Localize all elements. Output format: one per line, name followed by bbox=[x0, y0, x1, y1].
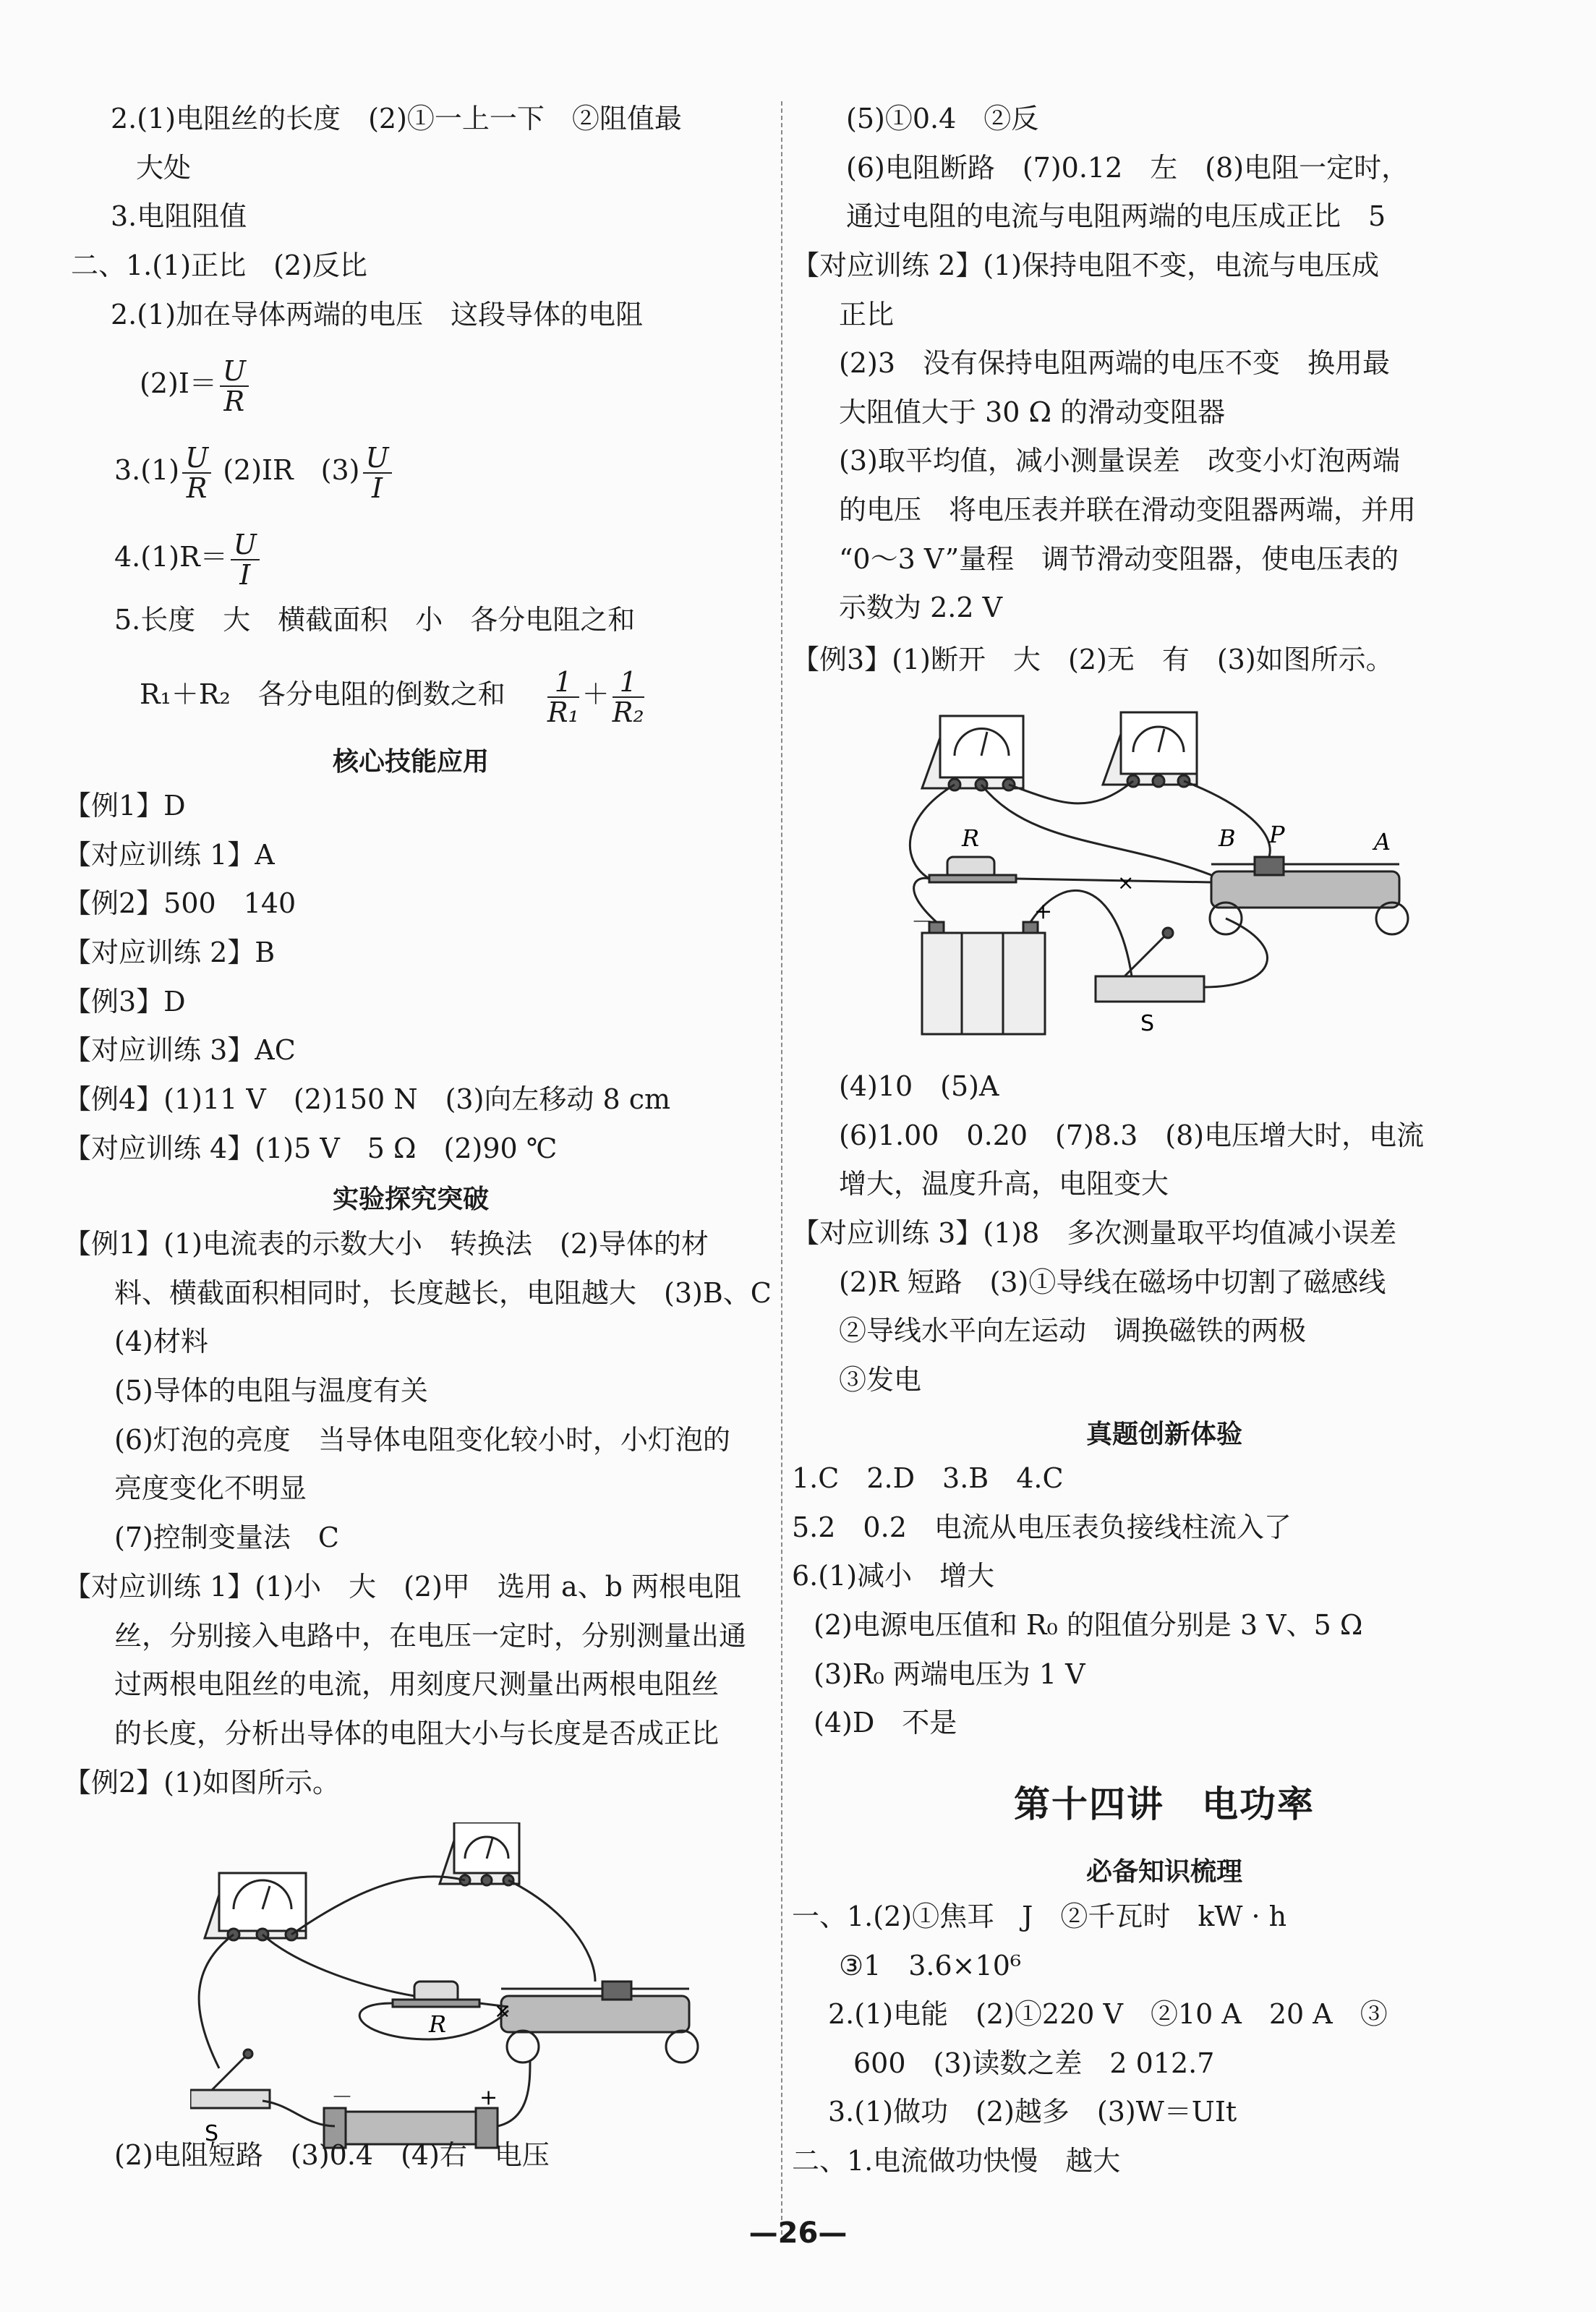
label-minus: － bbox=[331, 2085, 353, 2110]
answer-line: 的长度，分析出导体的电阻大小与长度是否成正比 bbox=[114, 1718, 720, 1749]
fraction: $\frac{U}{I}$ bbox=[231, 530, 260, 589]
answer-line: (2)电源电压值和 R₀ 的阻值分别是 3 V、5 Ω bbox=[814, 1609, 1363, 1641]
answer-line: 【对应训练 3】AC bbox=[64, 1034, 296, 1066]
answer-line: ③发电 bbox=[839, 1364, 922, 1396]
rheostat-icon bbox=[1210, 857, 1408, 934]
label-R: R bbox=[962, 824, 980, 852]
answer-line: (4)10 (5)A bbox=[839, 1070, 999, 1102]
fraction: $\frac{U}{R}$ bbox=[220, 357, 249, 416]
answer-line: 丝，分别接入电路中，在电压一定时，分别测量出通 bbox=[114, 1620, 747, 1652]
answer-line: 【对应训练 4】(1)5 V 5 Ω (2)90 ℃ bbox=[64, 1132, 558, 1164]
answer-line: 料、横截面积相同时，长度越长，电阻越大 (3)B、C bbox=[114, 1277, 772, 1309]
plus-sign: ＋ bbox=[581, 678, 610, 710]
label-P: P bbox=[1269, 821, 1285, 848]
section-heading: 真题创新体验 bbox=[1085, 1420, 1242, 1449]
answer-line: 5.2 0.2 电流从电压表负接线柱流入了 bbox=[792, 1511, 1292, 1543]
switch-icon bbox=[190, 2049, 270, 2108]
label-A: A bbox=[1374, 828, 1391, 856]
answer-line: ③1 3.6×10⁶ bbox=[839, 1950, 1022, 1982]
formula-line bbox=[140, 351, 252, 416]
answer-line: (3)取平均值，减小测量误差 改变小灯泡两端 bbox=[839, 445, 1400, 477]
ammeter-icon bbox=[205, 1873, 306, 1940]
label-S: S bbox=[1140, 1011, 1155, 1036]
label-S: S bbox=[205, 2121, 219, 2146]
formula-line bbox=[140, 658, 647, 730]
answer-line: 【例4】(1)11 V (2)150 N (3)向左移动 8 cm bbox=[64, 1083, 671, 1115]
answer-line: 【对应训练 2】(1)保持电阻不变，电流与电压成 bbox=[792, 249, 1380, 281]
label-B: B bbox=[1219, 824, 1236, 852]
answer-line: 【对应训练 1】(1)小 大 (2)甲 选用 a、b 两根电阻 bbox=[64, 1571, 742, 1603]
answer-line: 通过电阻的电流与电阻两端的电压成正比 5 bbox=[846, 200, 1386, 232]
formula-text: R₁＋R₂ 各分电阻的倒数之和 bbox=[140, 678, 505, 710]
fraction: $\frac{U}{I}$ bbox=[363, 443, 392, 503]
answer-line: (4)D 不是 bbox=[814, 1707, 957, 1739]
answer-line: 【例1】(1)电流表的示数大小 转换法 (2)导体的材 bbox=[64, 1228, 709, 1260]
answer-line: 【例2】(1)如图所示。 bbox=[64, 1767, 341, 1799]
answer-line: (2)电阻短路 (3)0.4 (4)右 电压 bbox=[114, 2139, 550, 2171]
fraction: $\frac{U}{R}$ bbox=[182, 443, 211, 503]
answer-line: (6)灯泡的亮度 当导体电阻变化较小时，小灯泡的 bbox=[114, 1424, 730, 1456]
answer-line: (2)R 短路 (3)①导线在磁场中切割了磁感线 bbox=[839, 1266, 1386, 1298]
answer-line: 【对应训练 2】B bbox=[64, 937, 276, 968]
answer-line: 6.(1)减小 增大 bbox=[792, 1560, 995, 1592]
chapter-title: 第十四讲 电功率 bbox=[1014, 1783, 1315, 1825]
answer-line: (4)材料 bbox=[114, 1326, 208, 1357]
answer-line: 的电压 将电压表并联在滑动变阻器两端，并用 bbox=[839, 494, 1417, 526]
answer-line: (2)3 没有保持电阻两端的电压不变 换用最 bbox=[839, 347, 1391, 379]
label-cross: × bbox=[1117, 871, 1135, 895]
answer-line: 2.(1)电阻丝的长度 (2)①一上一下 ②阻值最 bbox=[111, 103, 682, 135]
answer-line: (6)1.00 0.20 (7)8.3 (8)电压增大时，电流 bbox=[839, 1119, 1425, 1151]
column-divider bbox=[781, 101, 782, 2242]
resistor-icon bbox=[929, 857, 1016, 882]
answer-line: 亮度变化不明显 bbox=[114, 1472, 307, 1504]
answer-line: 示数为 2.2 V bbox=[839, 592, 1003, 623]
label-cross: × bbox=[494, 1999, 511, 2023]
answer-line: 【例1】D bbox=[64, 790, 186, 822]
answer-line: 正比 bbox=[839, 299, 895, 330]
formula-line bbox=[114, 524, 263, 589]
answer-line: 二、1.(1)正比 (2)反比 bbox=[71, 249, 367, 281]
answer-line: 一、1.(2)①焦耳 J ②千瓦时 kW · h bbox=[792, 1901, 1287, 1932]
ammeter-icon bbox=[1103, 712, 1197, 787]
voltmeter-icon bbox=[440, 1822, 519, 1885]
formula-prefix: 3.(1) bbox=[114, 454, 180, 486]
answer-line: 1.C 2.D 3.B 4.C bbox=[792, 1462, 1064, 1494]
answer-line: 600 (3)读数之差 2 012.7 bbox=[853, 2047, 1215, 2079]
rheostat-icon bbox=[501, 1982, 698, 2063]
answer-line: 【对应训练 3】(1)8 多次测量取平均值减小误差 bbox=[792, 1217, 1397, 1249]
formula-mid: (2)IR (3) bbox=[223, 454, 360, 486]
answer-line: 2.(1)加在导体两端的电压 这段导体的电阻 bbox=[111, 299, 644, 330]
circuit-diagram-left bbox=[190, 1822, 754, 2162]
label-minus: － bbox=[911, 910, 933, 935]
answer-line: 2.(1)电能 (2)①220 V ②10 A 20 A ③ bbox=[828, 1998, 1388, 2030]
label-plus: + bbox=[1034, 899, 1053, 924]
switch-icon bbox=[1096, 928, 1204, 1002]
formula-line bbox=[114, 438, 395, 503]
answer-line: 5.长度 大 横截面积 小 各分电阻之和 bbox=[114, 604, 636, 636]
answer-line: (5)①0.4 ②反 bbox=[846, 103, 1039, 135]
answer-line: 过两根电阻丝的电流，用刻度尺测量出两根电阻丝 bbox=[114, 1668, 720, 1700]
answer-line: 【例2】500 140 bbox=[64, 887, 296, 919]
answer-line: 【例3】(1)断开 大 (2)无 有 (3)如图所示。 bbox=[792, 644, 1394, 675]
formula-prefix: (2)I＝ bbox=[140, 367, 217, 399]
section-heading: 必备知识梳理 bbox=[1085, 1857, 1242, 1887]
answer-line: (6)电阻断路 (7)0.12 左 (8)电阻一定时， bbox=[846, 152, 1409, 184]
circuit-diagram-right bbox=[900, 701, 1421, 1041]
label-plus: + bbox=[479, 2085, 498, 2110]
answer-line: “0～3 V”量程 调节滑动变阻器，使电压表的 bbox=[839, 543, 1399, 575]
answer-line: 增大，温度升高，电阻变大 bbox=[839, 1168, 1169, 1200]
answer-line: 【例3】D bbox=[64, 986, 186, 1018]
voltmeter-icon bbox=[922, 716, 1023, 790]
answer-line: ②导线水平向左运动 调换磁铁的两极 bbox=[839, 1315, 1307, 1347]
answer-line: 二、1.电流做功快慢 越大 bbox=[792, 2145, 1121, 2177]
answer-line: 大阻值大于 30 Ω 的滑动变阻器 bbox=[839, 396, 1226, 428]
answer-line: 3.(1)做功 (2)越多 (3)W＝UIt bbox=[828, 2096, 1237, 2128]
page-number: —26— bbox=[748, 2217, 848, 2250]
answer-line: 大处 bbox=[136, 152, 192, 184]
fraction: $\frac{1}{\text{R₂}}$ bbox=[612, 665, 644, 728]
formula-prefix: 4.(1)R＝ bbox=[114, 541, 228, 573]
answer-line: (3)R₀ 两端电压为 1 V bbox=[814, 1658, 1085, 1690]
label-R: R bbox=[429, 2010, 447, 2038]
answer-line: 3.电阻阻值 bbox=[111, 200, 247, 232]
answer-line: 【对应训练 1】A bbox=[64, 839, 275, 871]
section-heading: 核心技能应用 bbox=[332, 747, 489, 777]
answer-line: (5)导体的电阻与温度有关 bbox=[114, 1375, 428, 1407]
fraction: $\frac{1}{\text{R₁}}$ bbox=[547, 665, 579, 728]
answer-line: (7)控制变量法 C bbox=[114, 1522, 339, 1553]
section-heading: 实验探究突破 bbox=[332, 1185, 489, 1214]
battery-icon bbox=[922, 922, 1045, 1034]
